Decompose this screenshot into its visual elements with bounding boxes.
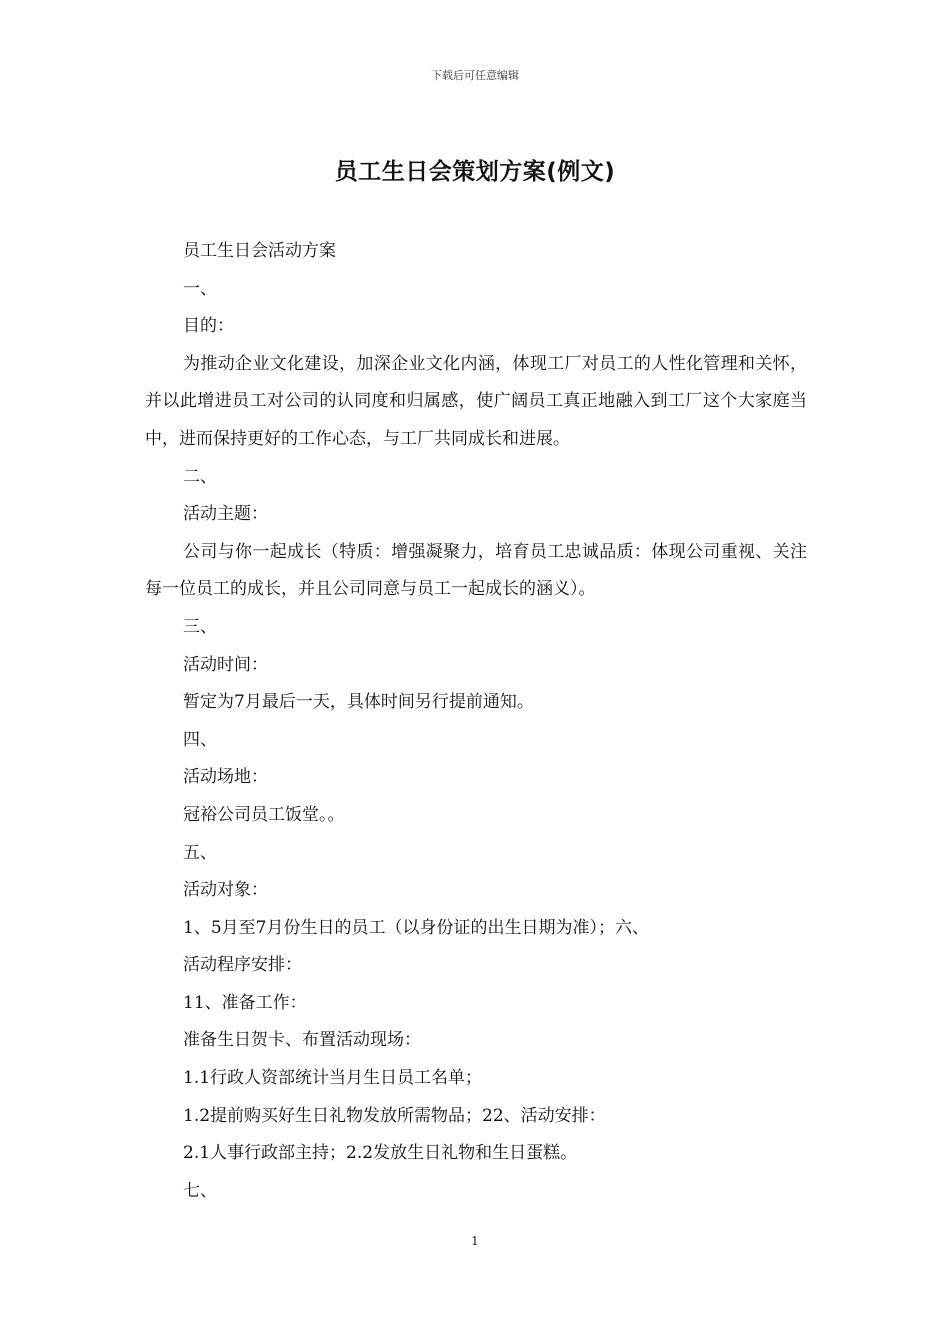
section-number: 三、 xyxy=(183,616,217,637)
section-number: 五、 xyxy=(183,842,217,863)
paragraph: 1.1行政人资部统计当月生日员工名单； xyxy=(183,1068,483,1089)
paragraph: 11、准备工作： xyxy=(183,992,307,1013)
paragraph: 暂定为7月最后一天，具体时间另行提前通知。 xyxy=(183,692,534,713)
section-heading: 活动程序安排： xyxy=(183,955,302,976)
paragraph: 冠裕公司员工饭堂。。 xyxy=(183,804,345,825)
section-heading: 目的： xyxy=(183,316,234,337)
section-heading: 活动对象： xyxy=(183,880,268,901)
section-number: 四、 xyxy=(183,729,217,750)
document-title: 员工生日会策划方案(例文) xyxy=(334,159,616,185)
section-heading: 活动场地： xyxy=(183,767,268,788)
section-heading: 活动时间： xyxy=(183,654,268,675)
paragraph: 为推动企业文化建设，加深企业文化内涵，体现工厂对员工的人性化管理和关怀，并以此增进员工对公司的认同度和归属感，使广阔员工真正地融入到工厂这个大家庭当中，进而保持更好的工作心态，与工厂共同成长和进展。 xyxy=(145,353,807,449)
page-number: 1 xyxy=(471,1234,479,1248)
section-heading: 活动主题： xyxy=(183,504,268,525)
paragraph: 1、5月至7月份生日的员工（以身份证的出生日期为准）；六、 xyxy=(183,917,649,938)
paragraph: 1.2提前购买好生日礼物发放所需物品；22、活动安排： xyxy=(183,1105,606,1126)
document-body xyxy=(145,233,807,1210)
section-number: 七、 xyxy=(183,1180,217,1201)
header-note: 下载后可任意编辑 xyxy=(431,69,519,82)
paragraph: 准备生日贺卡、布置活动现场： xyxy=(183,1030,421,1051)
paragraph: 员工生日会活动方案 xyxy=(183,241,336,261)
paragraph: 2.1人事行政部主持；2.2发放生日礼物和生日蛋糕。 xyxy=(183,1143,578,1164)
section-number: 二、 xyxy=(183,466,217,487)
paragraph: 公司与你一起成长（特质：增强凝聚力，培育员工忠诚品质：体现公司重视、关注每一位员工的成长，并且公司同意与员工一起成长的涵义）。 xyxy=(145,541,807,600)
section-number: 一、 xyxy=(183,278,217,299)
